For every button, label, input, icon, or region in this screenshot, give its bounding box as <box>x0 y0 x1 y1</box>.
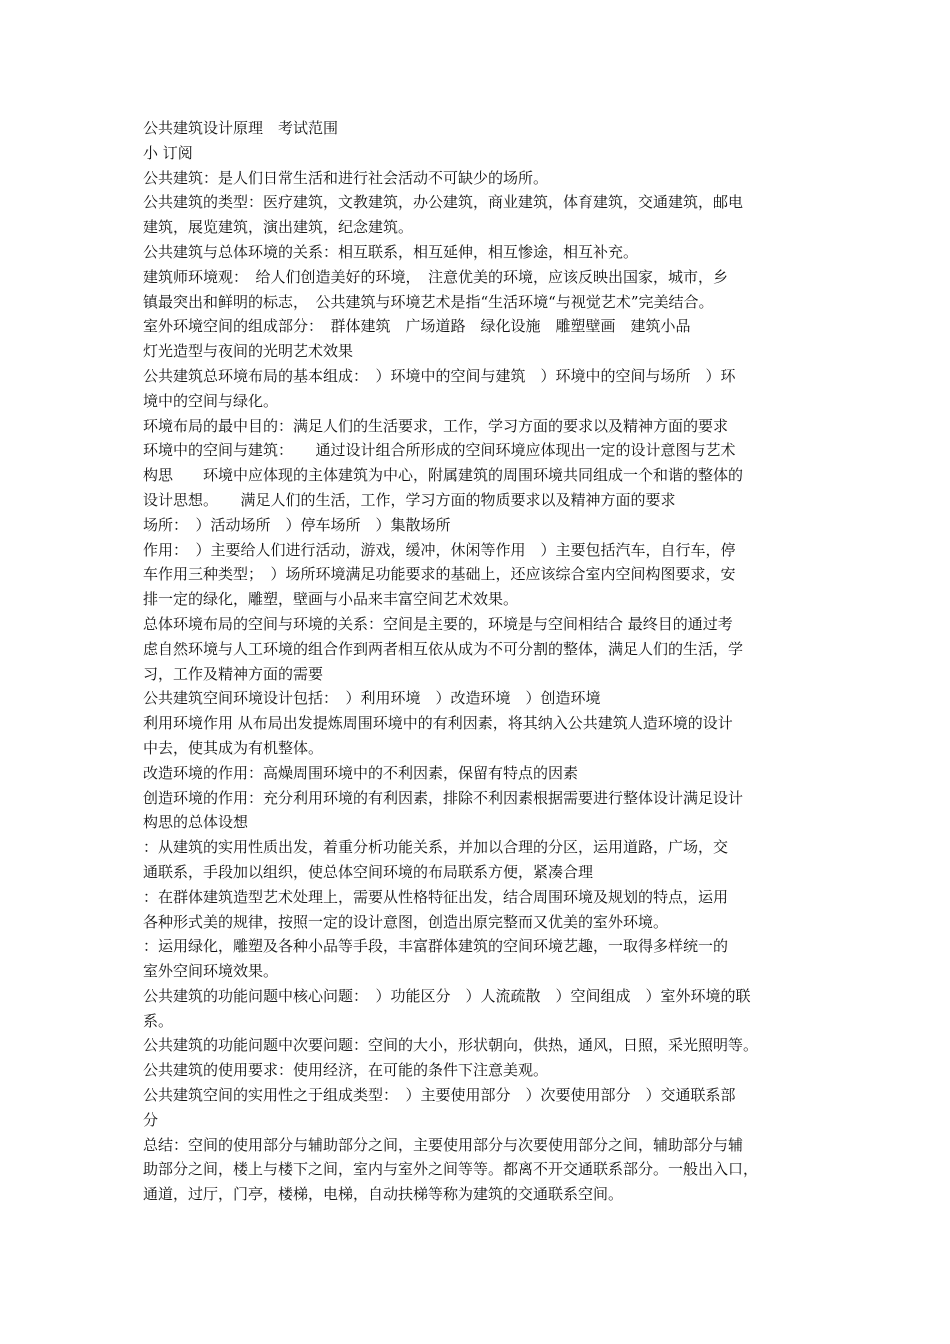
text-line: 小 订阅 <box>143 143 193 162</box>
text-line: 构思的总体设想 <box>143 813 249 832</box>
text-line: 通道，过厅，门亭，楼梯，电梯，自动扶梯等称为建筑的交通联系空间。 <box>143 1185 624 1204</box>
text-line: 场所： ）活动场所 ）停车场所 ）集散场所 <box>143 515 451 534</box>
text-line: 系。 <box>143 1011 174 1030</box>
text-line: 镇最突出和鲜明的标志， 公共建筑与环境艺术是指“生活环境“与视觉艺术”完美结合。 <box>143 292 714 311</box>
text-line: 环境中的空间与建筑： 通过设计组合所形成的空间环境应体现出一定的设计意图与艺术 <box>143 441 736 460</box>
text-line: 利用环境作用 从布局出发提炼周围环境中的有利因素，将其纳入公共建筑人造环境的设计 <box>143 714 733 733</box>
text-line: 作用： ）主要给人们进行活动，游戏，缓冲，休闲等作用 ）主要包括汽车，自行车，停 <box>143 540 736 559</box>
text-line: 通联系，手段加以组织，使总体空间环境的布局联系方便，紧凑合理 <box>143 862 594 881</box>
document-page <box>143 116 815 1207</box>
text-line: 灯光造型与夜间的光明艺术效果 <box>143 342 354 361</box>
text-line: 建筑师环境观： 给人们创造美好的环境， 注意优美的环境，应该反映出国家，城市，乡 <box>143 267 729 286</box>
text-line: 分 <box>143 1110 159 1129</box>
text-line: 中去，使其成为有机整体。 <box>143 738 324 757</box>
text-line: 环境布局的最中目的：满足人们的生活要求，工作，学习方面的要求以及精神方面的要求 <box>143 416 729 435</box>
text-line: 各种形式美的规律，按照一定的设计意图，创造出原完整而又优美的室外环境。 <box>143 912 669 931</box>
text-line: 虑自然环境与人工环境的组合作到两者相互依从成为不可分割的整体，满足人们的生活，学 <box>143 639 744 658</box>
text-line: 公共建筑与总体环境的关系：相互联系，相互延伸，相互惨途，相互补充。 <box>143 242 639 261</box>
text-line: 构思 环境中应体现的主体建筑为中心，附属建筑的周围环境共同组成一个和谐的整体的 <box>143 466 744 485</box>
text-line: ：在群体建筑造型艺术处理上，需要从性格特征出发，结合周围环境及规划的特点，运用 <box>143 887 729 906</box>
text-line: 室外环境空间的组成部分： 群体建筑 广场道路 绿化设施 雕塑壁画 建筑小品 <box>143 317 691 336</box>
text-line: 公共建筑：是人们日常生活和进行社会活动不可缺少的场所。 <box>143 168 549 187</box>
text-line: 总体环境布局的空间与环境的关系：空间是主要的，环境是与空间相结合 最终目的通过考 <box>143 614 733 633</box>
text-line: 公共建筑的类型：医疗建筑，文教建筑，办公建筑，商业建筑，体育建筑，交通建筑，邮电 <box>143 193 744 212</box>
text-line: 公共建筑总环境布局的基本组成： ）环境中的空间与建筑 ）环境中的空间与场所 ）环 <box>143 366 736 385</box>
text-line: 公共建筑设计原理 考试范围 <box>143 119 339 137</box>
text-line: ：从建筑的实用性质出发，着重分析功能关系，并加以合理的分区，运用道路，广场，交 <box>143 838 729 857</box>
text-line: 建筑，展览建筑，演出建筑，纪念建筑。 <box>143 218 414 237</box>
text-line: 公共建筑的功能问题中次要问题：空间的大小，形状朝向，供热，通风，日照，采光照明等。 <box>143 1036 759 1055</box>
text-line: ：运用绿化，雕塑及各种小品等手段，丰富群体建筑的空间环境艺趣，一取得多样统一的 <box>143 937 729 956</box>
text-line: 公共建筑空间的实用性之于组成类型： ）主要使用部分 ）次要使用部分 ）交通联系部 <box>143 1086 736 1105</box>
text-line: 公共建筑的功能问题中核心问题： ）功能区分 ）人流疏散 ）空间组成 ）室外环境的联 <box>143 986 751 1005</box>
text-line: 总结：空间的使用部分与辅助部分之间，主要使用部分与次要使用部分之间，辅助部分与辅 <box>143 1135 744 1154</box>
text-line: 改造环境的作用：高燥周围环境中的不利因素，保留有特点的因素 <box>143 763 579 782</box>
text-line: 车作用三种类型； ）场所环境满足功能要求的基础上，还应该综合室内空间构图要求，安 <box>143 565 736 584</box>
text-line: 创造环境的作用：充分利用环境的有利因素，排除不利因素根据需要进行整体设计满足设计 <box>143 788 744 807</box>
text-line: 公共建筑空间环境设计包括： ）利用环境 ）改造环境 ）创造环境 <box>143 689 601 708</box>
text-line: 排一定的绿化，雕塑，壁画与小品来丰富空间艺术效果。 <box>143 590 519 609</box>
text-line: 助部分之间，楼上与楼下之间，室内与室外之间等等。都离不开交通联系部分。一般出入口， <box>143 1160 759 1179</box>
text-line: 境中的空间与绿化。 <box>143 391 279 410</box>
text-line: 习，工作及精神方面的需要 <box>143 664 324 683</box>
text-line: 设计思想。 满足人们的生活，工作，学习方面的物质要求以及精神方面的要求 <box>143 490 676 509</box>
text-line: 室外空间环境效果。 <box>143 962 279 981</box>
text-line: 公共建筑的使用要求：使用经济，在可能的条件下注意美观。 <box>143 1061 549 1080</box>
